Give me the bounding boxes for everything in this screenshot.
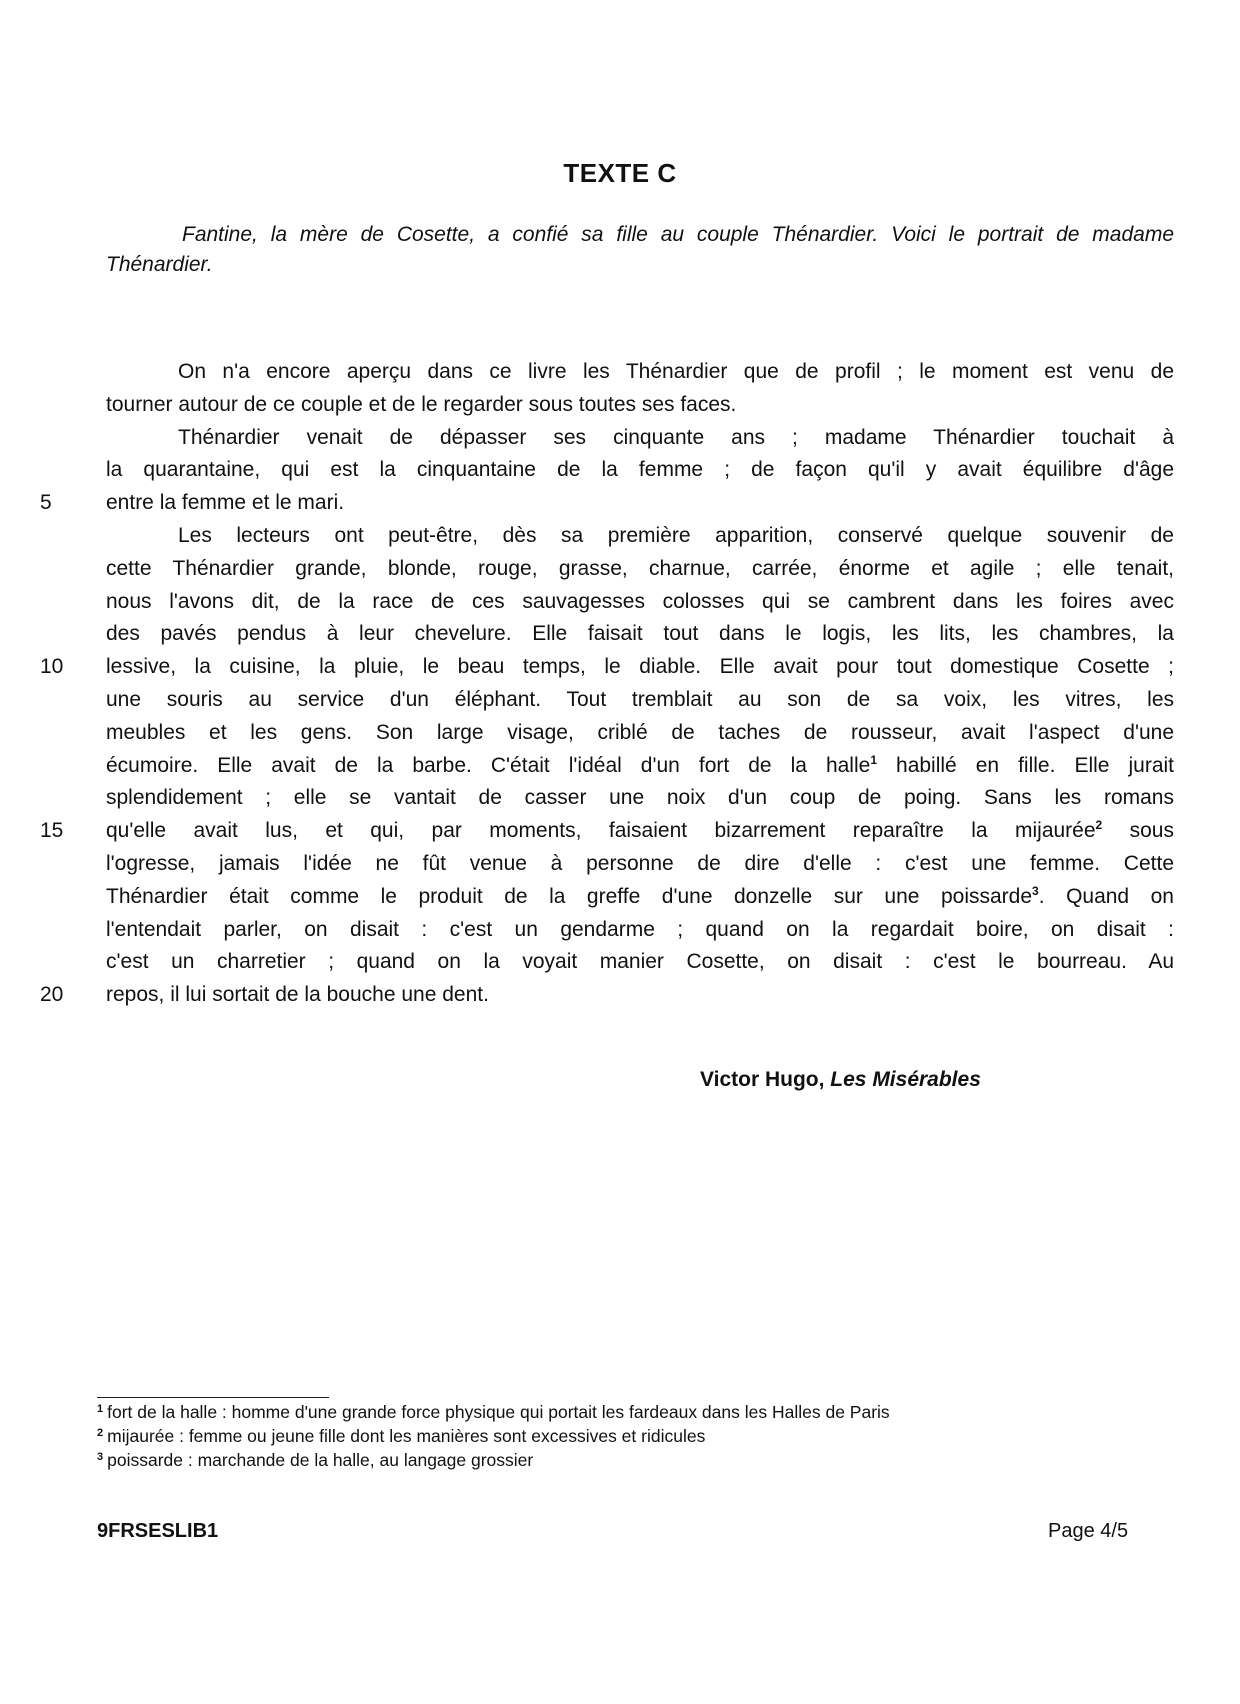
line-text: tourner autour de ce couple et de le regarder sous toutes ses faces. bbox=[106, 392, 737, 416]
footnote bbox=[97, 1400, 1097, 1424]
passage bbox=[40, 356, 1174, 1012]
passage-line bbox=[106, 356, 1174, 389]
line-text: la quarantaine, qui est la cinquantaine de la femme ; de façon qu'il y avait équilibre d'âge bbox=[106, 458, 1174, 482]
footnote bbox=[97, 1448, 1097, 1472]
line-text: l'ogresse, jamais l'idée ne fût venue à personne de dire d'elle : c'est une femme. Cette bbox=[106, 851, 1174, 875]
line-text: . Quand on bbox=[1038, 884, 1174, 908]
line-text: habillé en fille. Elle jurait bbox=[877, 753, 1174, 777]
line-text: meubles et les gens. Son large visage, criblé de taches de rousseur, avait l'aspect d'une bbox=[106, 720, 1174, 744]
passage-line bbox=[106, 848, 1174, 881]
passage-line bbox=[106, 881, 1174, 914]
passage-line bbox=[106, 717, 1174, 750]
line-number: 5 bbox=[40, 491, 52, 515]
attribution bbox=[700, 1068, 981, 1092]
line-text: repos, il lui sortait de la bouche une dent. bbox=[106, 983, 489, 1007]
line-text: écumoire. Elle avait de la barbe. C'était l'idéal d'un fort de la halle bbox=[106, 753, 871, 777]
footnote-text: mijaurée : femme ou jeune fille dont les manières sont excessives et ridicules bbox=[107, 1426, 706, 1446]
footnote-ref: 2 bbox=[1095, 818, 1103, 833]
passage-line bbox=[40, 651, 1174, 684]
passage-line bbox=[106, 750, 1174, 783]
line-text: Thénardier était comme le produit de la greffe d'une donzelle sur une poissarde bbox=[106, 884, 1033, 908]
passage-line bbox=[106, 586, 1174, 619]
passage-line bbox=[106, 914, 1174, 947]
passage-line bbox=[106, 618, 1174, 651]
passage-line bbox=[40, 979, 1174, 1012]
passage-line bbox=[40, 815, 1174, 848]
line-text: On n'a encore aperçu dans ce livre les Thénardier que de profil ; le moment est venu de bbox=[178, 360, 1174, 383]
line-text: qu'elle avait lus, et qui, par moments, faisaient bizarrement reparaître la mijaurée bbox=[106, 819, 1096, 843]
passage-line bbox=[106, 946, 1174, 979]
line-text: Les lecteurs ont peut-être, dès sa première apparition, conservé quelque souvenir de bbox=[178, 523, 1174, 547]
line-text: c'est un charretier ; quand on la voyait manier Cosette, on disait : c'est le bourreau. Au bbox=[106, 950, 1174, 974]
passage-line bbox=[106, 389, 1174, 422]
passage-line bbox=[106, 684, 1174, 717]
line-text: sous bbox=[1102, 819, 1174, 843]
footnote-divider bbox=[97, 1397, 329, 1398]
line-text: une souris au service d'un éléphant. Tout tremblait au son de sa voix, les vitres, les bbox=[106, 687, 1174, 711]
line-text: l'entendait parler, on disait : c'est un gendarme ; quand on la regardait boire, on disait : bbox=[106, 917, 1174, 941]
footnote-number: 1 bbox=[97, 1403, 104, 1415]
footnote-ref: 1 bbox=[870, 752, 877, 767]
line-text: cette Thénardier grande, blonde, rouge, grasse, charnue, carrée, énorme et agile ; elle tenait, bbox=[106, 556, 1174, 580]
footnotes bbox=[97, 1400, 1097, 1472]
footnote-number: 2 bbox=[97, 1427, 104, 1439]
passage-line bbox=[106, 520, 1174, 553]
passage-line bbox=[40, 487, 1174, 520]
page-title: TEXTE C bbox=[563, 158, 677, 188]
line-text: lessive, la cuisine, la pluie, le beau temps, le diable. Elle avait pour tout domestique Cosette ; bbox=[106, 655, 1174, 679]
passage-line bbox=[106, 454, 1174, 487]
footnote bbox=[97, 1424, 1097, 1448]
intro-text: Fantine, la mère de Cosette, a confié sa fille au couple Thénardier. Voici le portrait de madame Thénardier. bbox=[106, 223, 1174, 276]
page-number: Page 4/5 bbox=[1048, 1520, 1129, 1542]
line-text: Thénardier venait de dépasser ses cinquante ans ; madame Thénardier touchait à bbox=[178, 425, 1174, 449]
footnote-number: 3 bbox=[97, 1451, 104, 1463]
passage-line bbox=[106, 782, 1174, 815]
line-text: des pavés pendus à leur chevelure. Elle faisait tout dans le logis, les lits, les chambres, la bbox=[106, 622, 1174, 646]
line-text: nous l'avons dit, de la race de ces sauvagesses colosses qui se cambrent dans les foires avec bbox=[106, 589, 1174, 613]
passage-line bbox=[106, 422, 1174, 455]
line-number: 10 bbox=[40, 655, 64, 679]
footnote-text: poissarde : marchande de la halle, au langage grossier bbox=[107, 1450, 534, 1470]
passage-line bbox=[106, 553, 1174, 586]
exam-code: 9FRSESLIB1 bbox=[97, 1520, 219, 1542]
author: Victor Hugo, bbox=[700, 1068, 825, 1091]
line-number: 20 bbox=[40, 983, 64, 1007]
footnote-ref: 3 bbox=[1032, 883, 1039, 898]
work-title: Les Misérables bbox=[830, 1068, 981, 1091]
footnote-text: fort de la halle : homme d'une grande force physique qui portait les fardeaux dans les Halles de Paris bbox=[107, 1402, 890, 1422]
line-text: splendidement ; elle se vantait de casser une noix d'un coup de poing. Sans les romans bbox=[106, 786, 1174, 810]
line-number: 15 bbox=[40, 819, 64, 843]
line-text: entre la femme et le mari. bbox=[106, 491, 345, 515]
